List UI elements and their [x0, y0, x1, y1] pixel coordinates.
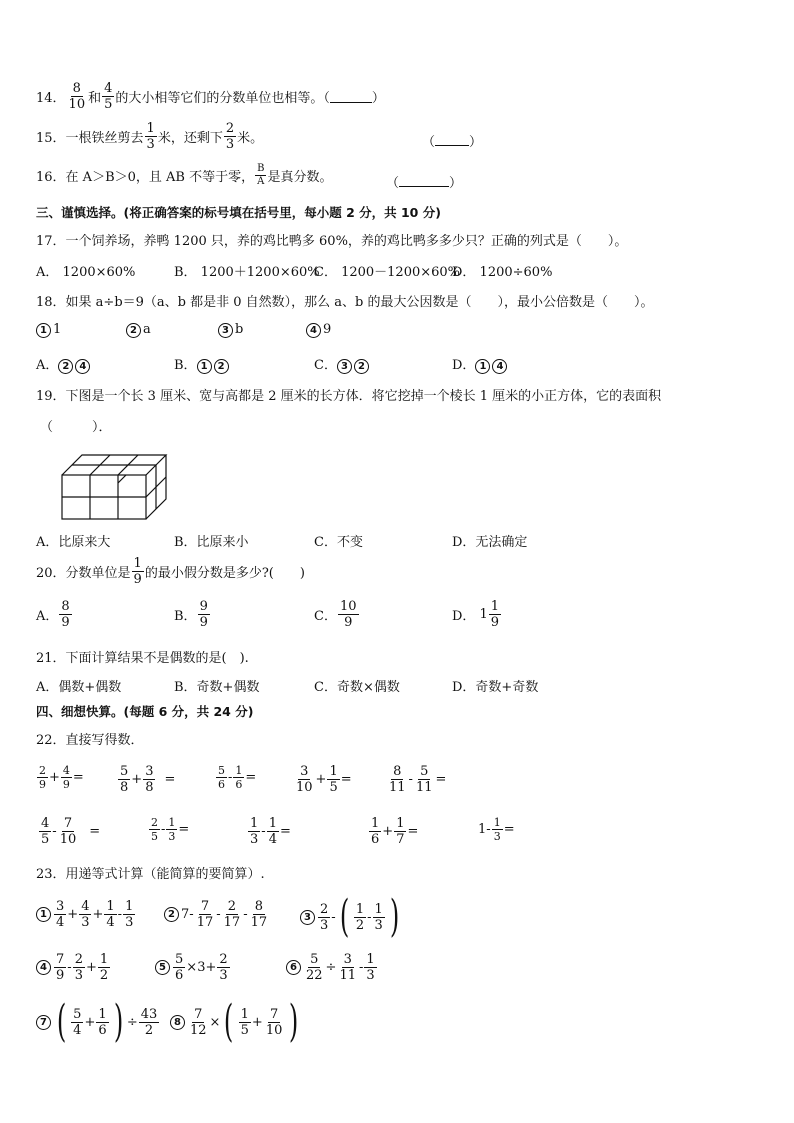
expression: $\frac{5}{6}$ - $\frac{1}{6}$ =: [218, 764, 257, 791]
question-22-stem: 22．直接写得数．: [36, 733, 144, 748]
option-c[interactable]: C．不变: [314, 535, 363, 550]
question-15: 15．一根铁丝剪去 $\frac{1}{3}$ 米，还剩下 $\frac{2}{3}$ 米。: [36, 121, 264, 152]
calc-item-1: 1 $\frac{3}{4}$ + $\frac{4}{3}$ + $\frac{1}{4}$ - $\frac{1}{3}$: [36, 900, 136, 929]
option-b[interactable]: B．比原来小: [174, 535, 249, 550]
section-heading: 四、细想快算。(每题 6 分，共 24 分): [36, 704, 254, 719]
expression: $\frac{2}{9}$ + $\frac{4}{9}$ =: [39, 764, 84, 791]
question-16: 16．在 A＞B＞0，且 AB 不等于零， $\frac{B}{A}$ 是真分数。: [36, 163, 333, 187]
question-20-stem: 20．分数单位是 $\frac{1}{9}$ 的最小假分数是多少?( ): [36, 556, 305, 587]
option-d[interactable]: D．奇数+奇数: [452, 680, 539, 695]
question-18-stem: 18．如果 a÷b＝9（a、b 都是非 0 自然数），那么 a、b 的最大公因数是（ ），最小公倍数是（ ）。: [36, 295, 654, 310]
choice-2: 2 a: [126, 322, 151, 338]
choice-3: 3 b: [218, 322, 243, 338]
question-19-stem: 19．下图是一个长 3 厘米、宽与高都是 2 厘米的长方体．将它挖掉一个棱长 1 厘米的小正方体，它的表面积: [36, 389, 662, 404]
option-a[interactable]: A．偶数+偶数: [36, 680, 122, 695]
option-c[interactable]: C． $\frac{10}{9}$: [314, 599, 357, 630]
fraction: $\frac{4}{5}$: [104, 81, 113, 112]
choice-4: 4 9: [306, 322, 331, 338]
calc-item-2: 2 7 - $\frac{7}{17}$ - $\frac{2}{17}$ - $\frac{8}{17}$: [164, 900, 270, 929]
option-d[interactable]: D． 1 $\frac{1}{9}$: [452, 599, 499, 630]
option-d[interactable]: D． 1 4: [452, 354, 509, 374]
calc-item-4: 4 $\frac{7}{9}$ - $\frac{2}{3}$ + $\frac{1}{2}$: [36, 953, 111, 982]
section-heading: 三、谨慎选择。(将正确答案的标号填在括号里，每小题 2 分，共 10 分): [36, 205, 441, 220]
question-19-stem-cont: （ ）．: [40, 420, 112, 435]
calc-item-3: 3 $\frac{2}{3}$ - ( $\frac{1}{2}$ - $\frac{1}{3}$ ): [300, 895, 403, 939]
fraction: $\frac{2}{3}$: [225, 121, 235, 152]
calc-item-7: 7 ( $\frac{5}{4}$ + $\frac{1}{6}$ ) ÷ $\frac{43}{2}$: [36, 1000, 160, 1044]
option-a[interactable]: A． 2 4: [36, 354, 92, 374]
expression: $\frac{8}{11}$ - $\frac{5}{11}$ =: [389, 764, 447, 795]
expression: $\frac{3}{10}$ + $\frac{1}{5}$ =: [296, 764, 352, 795]
fraction: $\frac{B}{A}$: [257, 163, 265, 187]
option-b[interactable]: B． 1200＋1200×60%: [174, 265, 320, 280]
calc-item-6: 6 $\frac{5}{22}$ ÷ $\frac{3}{11}$ - $\frac{1}{3}$: [286, 953, 378, 982]
calc-item-8: 8 $\frac{7}{12}$ × ( $\frac{1}{5}$ + $\frac{7}{10}$ ): [170, 1000, 303, 1044]
option-d[interactable]: D．无法确定: [452, 535, 528, 550]
answer-blank[interactable]: [399, 174, 449, 187]
option-c[interactable]: C． 1200－1200×60%: [314, 265, 461, 280]
question-14: 14． $\frac{8}{10}$ 和 $\frac{4}{5}$ 的大小相等它们的分数单位也相等。（ ）: [36, 81, 385, 112]
answer-blank[interactable]: [435, 133, 469, 146]
option-b[interactable]: B． 1 2: [174, 354, 231, 374]
option-b[interactable]: B． $\frac{9}{9}$: [174, 599, 208, 630]
option-d[interactable]: D． 1200÷60%: [452, 265, 553, 280]
fraction: $\frac{8}{10}$: [68, 81, 86, 112]
option-b[interactable]: B．奇数+偶数: [174, 680, 260, 695]
calc-item-5: 5 $\frac{5}{6}$ × 3 + $\frac{2}{3}$: [155, 953, 231, 982]
fraction: $\frac{1}{3}$: [146, 121, 155, 152]
choice-1: 1 1: [36, 322, 61, 338]
fraction: $\frac{1}{9}$: [133, 556, 142, 587]
option-a[interactable]: A． $\frac{8}{9}$: [36, 599, 70, 630]
expression: $\frac{4}{5}$ - $\frac{7}{10}$ =: [41, 816, 101, 847]
option-a[interactable]: A． 1200×60%: [36, 265, 136, 280]
question-15-answer: （ ）: [422, 135, 483, 150]
question-21-stem: 21．下面计算结果不是偶数的是( ).: [36, 651, 249, 666]
option-c[interactable]: C． 3 2: [314, 354, 371, 374]
question-17-stem: 17．一个饲养场，养鸭 1200 只，养的鸡比鸭多 60%，养的鸡比鸭多多少只？正确的列式是（ ）。: [36, 234, 628, 249]
question-16-answer: （ ）: [386, 176, 463, 191]
option-a[interactable]: A．比原来大: [36, 535, 111, 550]
expression: $\frac{5}{8}$ + $\frac{3}{8}$ =: [120, 764, 176, 795]
expression: $\frac{2}{5}$ - $\frac{1}{3}$ =: [151, 816, 190, 843]
option-c[interactable]: C．奇数×偶数: [314, 680, 400, 695]
answer-blank[interactable]: [330, 90, 372, 103]
expression: 1 - $\frac{1}{3}$ =: [478, 816, 515, 843]
expression: $\frac{1}{6}$ + $\frac{1}{7}$ =: [371, 816, 419, 847]
cuboid-figure: [60, 445, 175, 523]
expression: $\frac{1}{3}$ - $\frac{1}{4}$ =: [250, 816, 291, 847]
question-23-stem: 23．用递等式计算（能简算的要简算）.: [36, 867, 265, 882]
